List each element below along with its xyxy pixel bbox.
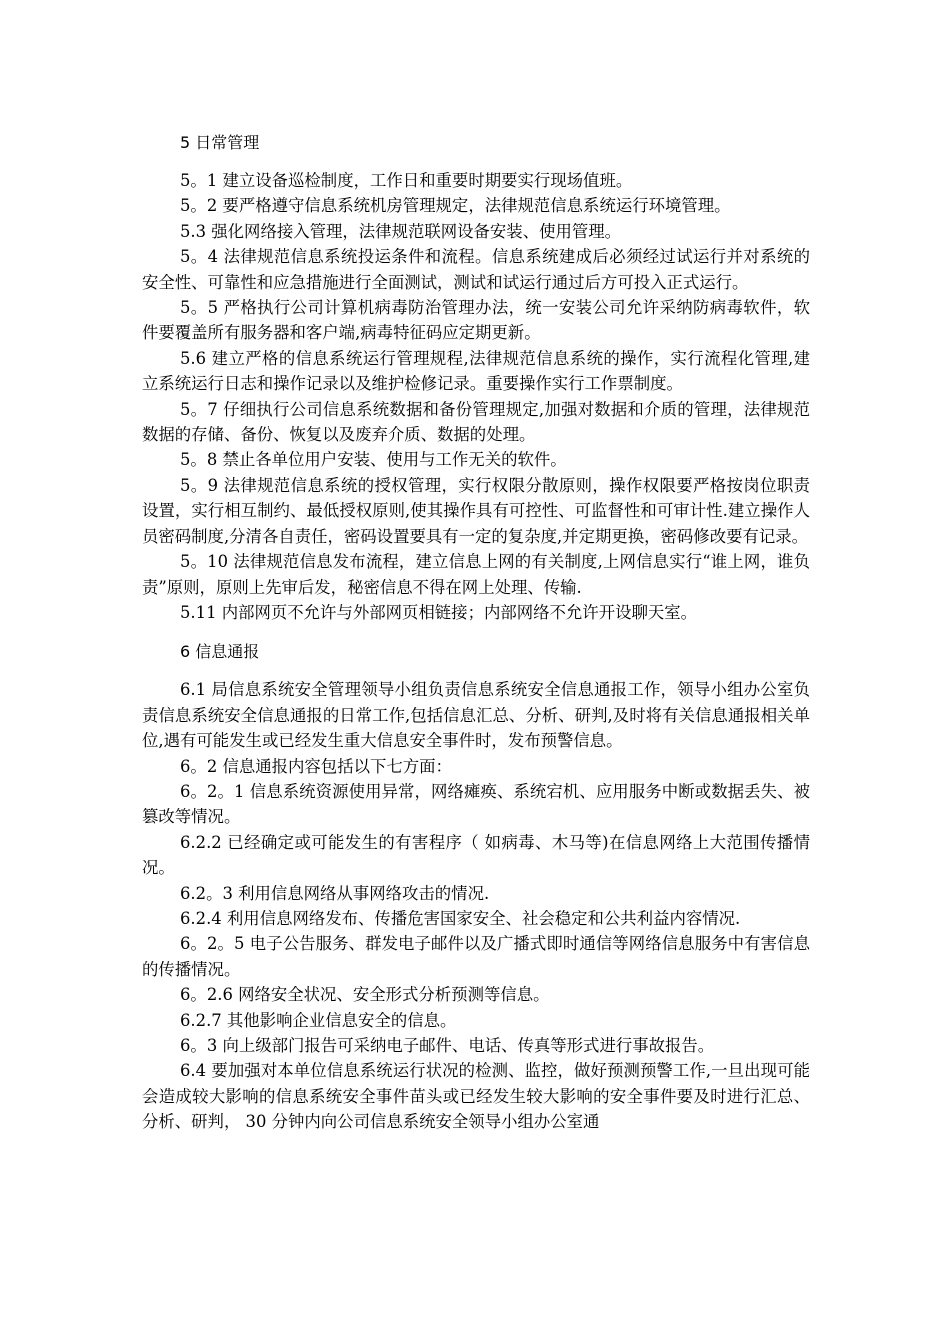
paragraph-5-5: 5。5 严格执行公司计算机病毒防治管理办法，统一安装公司允许采纳防病毒软件，软件要覆盖所有服务器和客户端,病毒特征码应定期更新。: [142, 298, 810, 343]
paragraph-5-8: 5。8 禁止各单位用户安装、使用与工作无关的软件。: [180, 450, 567, 470]
section-6-body: [142, 677, 810, 1134]
paragraph-6-2-2: 6.2.2 已经确定或可能发生的有害程序（ 如病毒、木马等)在信息网络上大范围传播情况。: [142, 832, 810, 878]
paragraph-5-10: 5。10 法律规范信息发布流程，建立信息上网的有关制度,上网信息实行“谁上网，谁负责”原则，原则上先审后发，秘密信息不得在网上处理、传输.: [142, 552, 810, 597]
paragraph-6-4: 6.4 要加强对本单位信息系统运行状况的检测、监控，做好预测预警工作,一旦出现可能会造成较大影响的信息系统安全事件苗头或已经发生较大影响的安全事件要及时进行汇总、分析、研判， 30 分钟内向公司信息系统安全领导小组办公室通: [142, 1061, 810, 1132]
paragraph-6-2-6: 6。2.6 网络安全状况、安全形式分析预测等信息。: [180, 985, 550, 1005]
paragraph-6-2-7: 6.2.7 其他影响企业信息安全的信息。: [180, 1010, 457, 1030]
section-5-body: [142, 168, 810, 625]
document-page: [142, 130, 810, 1135]
paragraph-5-2: 5。2 要严格遵守信息系统机房管理规定，法律规范信息系统运行环境管理。: [180, 196, 731, 216]
paragraph-5-6: 5.6 建立严格的信息系统运行管理规程,法律规范信息系统的操作，实行流程化管理,建立系统运行日志和操作记录以及维护检修记录。重要操作实行工作票制度。: [142, 348, 810, 394]
paragraph-6-1: 6.1 局信息系统安全管理领导小组负责信息系统安全信息通报工作，领导小组办公室负责信息系统安全信息通报的日常工作,包括信息汇总、分析、研判,及时将有关信息通报相关单位,遇有可能发生或已经发生重大信息安全事件时，发布预警信息。: [142, 680, 810, 751]
paragraph-5-7: 5。7 仔细执行公司信息系统数据和备份管理规定,加强对数据和介质的管理，法律规范数据的存储、备份、恢复以及废弃介质、数据的处理。: [142, 399, 810, 445]
paragraph-5-3: 5.3 强化网络接入管理，法律规范联网设备安装、使用管理。: [180, 221, 622, 241]
paragraph-6-2: 6。2 信息通报内容包括以下七方面：: [180, 756, 452, 776]
paragraph-5-11: 5.11 内部网页不允许与外部网页相链接；内部网络不允许开设聊天室。: [180, 602, 698, 622]
paragraph-6-2-5: 6。2。5 电子公告服务、群发电子邮件以及广播式即时通信等网络信息服务中有害信息的传播情况。: [142, 934, 810, 979]
paragraph-5-1: 5。1 建立设备巡检制度，工作日和重要时期要实行现场值班。: [180, 171, 633, 190]
section-5-heading: 5 日常管理: [180, 133, 260, 152]
paragraph-6-2-3: 6.2。3 利用信息网络从事网络攻击的情况.: [180, 883, 490, 903]
paragraph-6-2-1: 6。2。1 信息系统资源使用异常，网络瘫痪、系统宕机、应用服务中断或数据丢失、被篡改等情况。: [142, 781, 810, 827]
paragraph-6-3: 6。3 向上级部门报告可采纳电子邮件、电话、传真等形式进行事故报告。: [180, 1036, 715, 1055]
paragraph-5-4: 5。4 法律规范信息系统投运条件和流程。信息系统建成后必须经过试运行并对系统的安全性、可靠性和应急措施进行全面测试，测试和试运行通过后方可投入正式运行。: [142, 247, 810, 292]
paragraph-5-9: 5。9 法律规范信息系统的授权管理，实行权限分散原则，操作权限要严格按岗位职责设置，实行相互制约、最低授权原则,使其操作具有可控性、可监督性和可审计性.建立操作人员密码制度,分清各自责任，密码设置要具有一定的复杂度,并定期更换，密码修改要有记录。: [142, 475, 810, 546]
paragraph-6-2-4: 6.2.4 利用信息网络发布、传播危害国家安全、社会稳定和公共利益内容情况.: [180, 908, 741, 928]
section-6-heading: 6 信息通报: [180, 642, 260, 662]
